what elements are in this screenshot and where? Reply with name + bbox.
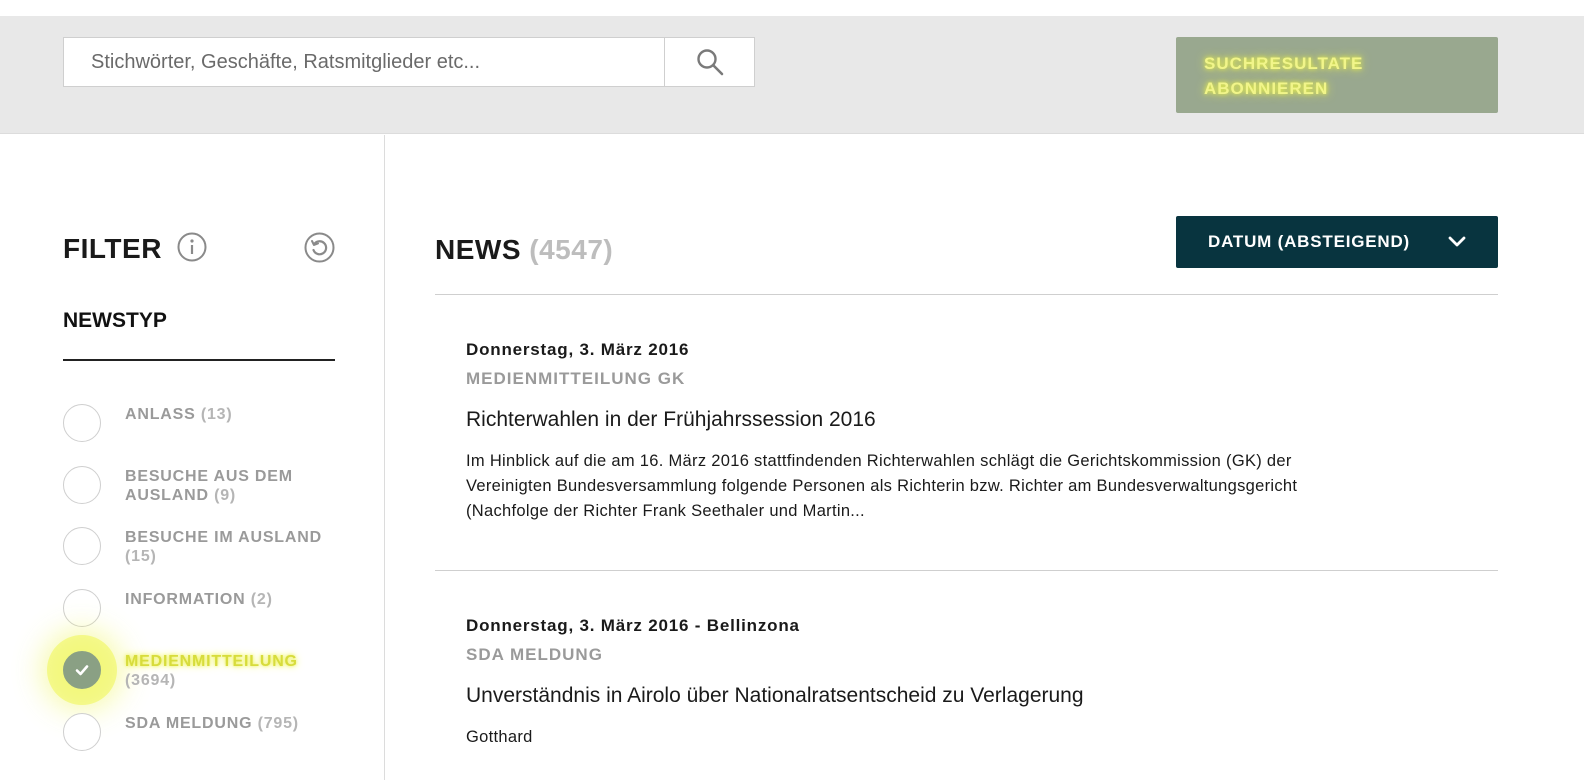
news-header-divider [435, 294, 1498, 295]
chevron-down-icon [1448, 236, 1466, 248]
filter-option-count: (2) [250, 591, 273, 608]
newstyp-heading: NEWSTYP [63, 309, 167, 332]
news-item[interactable] [466, 340, 1366, 524]
top-strip [0, 0, 1584, 16]
sort-label: DATUM (ABSTEIGEND) [1208, 232, 1411, 251]
filter-title: FILTER [63, 233, 162, 264]
news-item-title[interactable]: Richterwahlen in der Frühjahrssession 2016 [466, 408, 876, 431]
subscribe-label-line2: ABONNIEREN [1204, 79, 1329, 98]
news-item-date: Donnerstag, 3. März 2016 [466, 340, 690, 359]
filter-option-text [125, 404, 325, 424]
news-item-divider [435, 570, 1498, 571]
filter-option-label: INFORMATION [125, 591, 246, 608]
news-item-body: Gotthard [466, 728, 533, 746]
info-icon[interactable] [177, 232, 207, 262]
filter-option-text [125, 527, 325, 566]
filter-option-count: (795) [257, 715, 299, 732]
news-count: (4547) [529, 234, 614, 265]
radio-medienmitteilung[interactable] [63, 651, 101, 689]
radio-besuche-aus-dem-ausland[interactable] [63, 466, 101, 504]
filter-option-label: BESUCHE AUS DEM AUSLAND [125, 468, 293, 504]
news-item-type: SDA MELDUNG [466, 645, 603, 664]
filter-option-text [125, 713, 325, 733]
sort-dropdown[interactable] [1176, 216, 1498, 268]
filter-option-besuche-im-ausland[interactable] [63, 527, 325, 566]
news-item-body: Im Hinblick auf die am 16. März 2016 stattfindenden Richterwahlen schlägt die Gerichtskommission (GK) der Vereinigten Bundesversammlung folgende Personen als Richterin bzw. Richter am Bundesverwaltungsgericht (Nachfolge der Richter Frank Seethaler und Martin... [466, 452, 1298, 520]
filter-option-information[interactable] [63, 589, 325, 627]
search-bar [0, 16, 1584, 134]
radio-anlass[interactable] [63, 404, 101, 442]
filter-option-label: BESUCHE IM AUSLAND [125, 529, 322, 546]
radio-information[interactable] [63, 589, 101, 627]
news-item-date: Donnerstag, 3. März 2016 - Bellinzona [466, 616, 800, 635]
radio-besuche-im-ausland[interactable] [63, 527, 101, 565]
filter-option-medienmitteilung[interactable] [63, 651, 325, 690]
filter-option-label: ANLASS [125, 406, 196, 423]
news-main [386, 135, 1584, 780]
search-button[interactable] [664, 38, 754, 86]
filter-option-anlass[interactable] [63, 404, 325, 442]
filter-option-count: (3694) [125, 672, 177, 689]
news-item-type: MEDIENMITTEILUNG GK [466, 369, 686, 388]
subscribe-label-line1: SUCHRESULTATE [1204, 54, 1364, 73]
filter-option-text [125, 466, 305, 505]
check-icon [74, 662, 90, 678]
filter-option-sda-meldung[interactable] [63, 713, 325, 751]
filter-option-besuche-aus-dem-ausland[interactable] [63, 466, 305, 505]
newstyp-divider [63, 359, 335, 361]
filter-sidebar [0, 135, 385, 780]
news-heading [435, 234, 613, 266]
search-icon [696, 48, 724, 76]
filter-option-label: MEDIENMITTEILUNG [125, 653, 298, 670]
news-item-title[interactable]: Unverständnis in Airolo über Nationalratsentscheid zu Verlagerung [466, 684, 1084, 707]
radio-sda-meldung[interactable] [63, 713, 101, 751]
filter-option-text [125, 651, 325, 690]
news-title: NEWS [435, 234, 521, 265]
subscribe-results-button[interactable] [1176, 37, 1498, 113]
search-box [63, 37, 755, 87]
search-input[interactable] [64, 38, 664, 86]
filter-option-count: (15) [125, 548, 157, 565]
filter-option-label: SDA MELDUNG [125, 715, 253, 732]
filter-option-count: (13) [200, 406, 233, 423]
reset-icon[interactable] [304, 232, 335, 263]
news-item[interactable] [466, 616, 1366, 750]
filter-option-count: (9) [214, 487, 237, 504]
filter-option-text [125, 589, 325, 609]
